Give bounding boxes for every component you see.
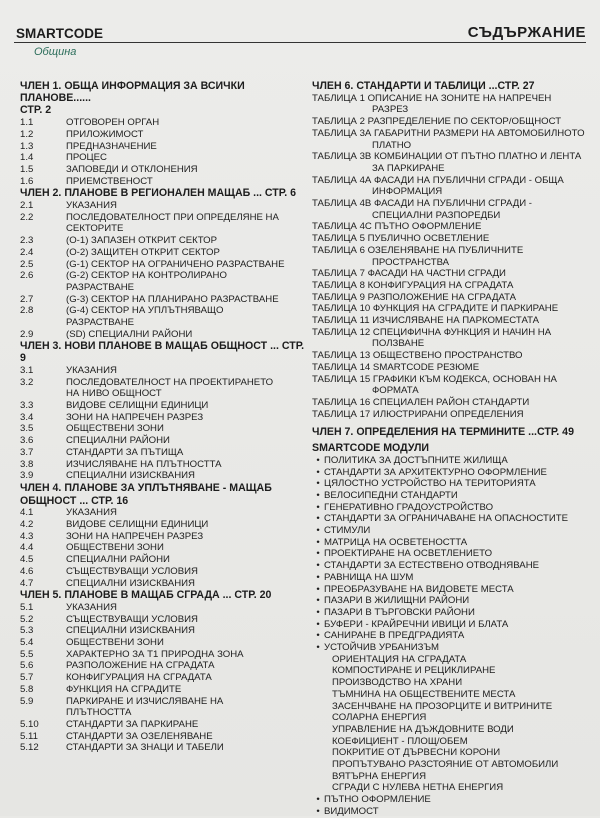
toc-item-title: ПОСЛЕДОВАТЕЛНОСТ ПРИ ОПРЕДЕЛЯНЕ НА	[66, 211, 279, 223]
toc-item	[20, 200, 307, 212]
toc-item-title: (G-4) СЕКТОР НА УПЛЪТНЯВАЩО	[66, 305, 224, 317]
table-entry-continuation: РАЗРЕЗ	[372, 104, 409, 116]
module-title: САНИРАНЕ В ПРЕДГРАДИЯТА	[324, 630, 465, 642]
toc-item-number: 5.5	[20, 648, 34, 660]
toc-item-title: (G-3) СЕКТОР НА ПЛАНИРАНО РАЗРАСТВАНЕ	[66, 293, 279, 305]
chapter-heading: ЧЛЕН 3. НОВИ ПЛАНОВЕ В МАЩАБ ОБЩНОСТ ... СТР. 9	[20, 340, 305, 365]
toc-item	[20, 637, 307, 649]
bullet-icon: •	[316, 513, 320, 525]
toc-item	[20, 423, 307, 435]
module-title: СТАНДАРТИ ЗА АРХИТЕКТУРНО ОФОРМЛЕНИЕ	[324, 466, 547, 478]
toc-item-number: 1.1	[20, 117, 34, 129]
toc-item	[20, 270, 307, 282]
module-subitem: ЗАСЕНЧВАНЕ НА ПРОЗОРЦИТЕ И ВИТРИНИТЕ	[332, 700, 553, 712]
toc-item-number: 1.6	[20, 175, 34, 187]
toc-item	[20, 152, 307, 164]
toc-item	[20, 566, 307, 578]
toc-item-continuation: РАЗРАСТВАНЕ	[66, 317, 135, 329]
table-entry: ТАБЛИЦА 5 ПУБЛИЧНО ОСВЕТЛЕНИЕ	[312, 233, 490, 245]
toc-item-title: ОБЩЕСТВЕНИ ЗОНИ	[66, 637, 164, 649]
toc-item	[20, 625, 307, 637]
toc-item-title: СТАНДАРТИ ЗА ЗНАЦИ И ТАБЕЛИ	[66, 742, 224, 754]
table-entry: ТАБЛИЦА 8 КОНФИГУРАЦИЯ НА СГРАДАТА	[312, 279, 514, 291]
toc-item-title: СТАНДАРТИ ЗА ОЗЕЛЕНЯВАНЕ	[66, 730, 213, 742]
toc-item-title: ВИДОВЕ СЕЛИЩНИ ЕДИНИЦИ	[66, 399, 209, 411]
toc-left-column	[20, 80, 307, 754]
bullet-icon: •	[316, 548, 320, 560]
module-subitem: УПРАВЛЕНИЕ НА ДЪЖДОВНИТЕ ВОДИ	[332, 723, 514, 735]
toc-item-title: СПЕЦИАЛНИ ИЗИСКВАНИЯ	[66, 577, 195, 589]
chapter-heading: ЧЛЕН 6. СТАНДАРТИ И ТАБЛИЦИ ...СТР. 27	[312, 80, 535, 92]
module-subitem: КОЕФИЦИЕНТ - ПЛОЩ/ОБЕМ	[332, 735, 468, 747]
header-rule	[14, 42, 586, 43]
module-title: УСТОЙЧИВ УРБАНИЗЪМ	[324, 642, 440, 654]
toc-item-title: ХАРАКТЕРНО ЗА Т1 ПРИРОДНА ЗОНА	[66, 648, 244, 660]
toc-item	[20, 554, 307, 566]
toc-item-number: 2.4	[20, 246, 34, 258]
toc-item-title: ПОСЛЕДОВАТЕЛНОСТ НА ПРОЕКТИРАНЕТО	[66, 376, 274, 388]
module-title: ВЕЛОСИПЕДНИ СТАНДАРТИ	[324, 489, 458, 501]
toc-item-title: ПРИЛОЖИМОСТ	[66, 128, 144, 140]
bullet-icon: •	[316, 618, 320, 630]
toc-item	[20, 365, 307, 377]
table-entry-continuation: ФОРМАТА	[372, 385, 419, 397]
module-title: СТАНДАРТИ ЗА ОГРАНИЧАВАНЕ НА ОПАСНОСТИТЕ	[324, 513, 569, 525]
module-subitem: КОМПОСТИРАНЕ И РЕЦИКЛИРАНЕ	[332, 665, 496, 677]
module-bullet	[312, 467, 590, 479]
module-bullet	[312, 502, 590, 514]
module-bullet	[312, 513, 590, 525]
toc-item-number: 3.6	[20, 435, 34, 447]
module-bullet	[312, 478, 590, 490]
toc-item-title: СПЕЦИАЛНИ ИЗИСКВАНИЯ	[66, 625, 195, 637]
table-entry: ТАБЛИЦА 4В ФАСАДИ НА ПУБЛИЧНИ СГРАДИ -	[312, 198, 532, 210]
bullet-icon: •	[316, 630, 320, 642]
toc-item	[20, 259, 307, 271]
toc-item	[20, 660, 307, 672]
toc-item-title: ВИДОВЕ СЕЛИЩНИ ЕДИНИЦИ	[66, 519, 209, 531]
modules-heading: SMARTCODE МОДУЛИ	[312, 442, 430, 455]
toc-item-number: 3.5	[20, 423, 34, 435]
toc-item-number: 5.4	[20, 637, 34, 649]
toc-item	[20, 400, 307, 412]
toc-item-number: 4.1	[20, 507, 34, 519]
brand-title: SMARTCODE	[16, 26, 103, 41]
module-title: ГЕНЕРАТИВНО ГРАДОУСТРОЙСТВО	[324, 501, 494, 513]
toc-item-title: УКАЗАНИЯ	[66, 601, 117, 613]
chapter-page: СТР. 2	[20, 104, 52, 117]
module-bullet	[312, 619, 590, 631]
toc-item-title: ПАРКИРАНЕ И ИЗЧИСЛЯВАНЕ НА	[66, 695, 224, 707]
toc-item-number: 4.4	[20, 542, 34, 554]
toc-item-continuation: РАЗРАСТВАНЕ	[66, 281, 135, 293]
toc-item	[20, 435, 307, 447]
bullet-icon: •	[316, 525, 320, 537]
toc-item-number: 2.1	[20, 200, 34, 212]
table-entry: ТАБЛИЦА 3А ГАБАРИТНИ РАЗМЕРИ НА АВТОМОБИЛНОТО	[312, 127, 585, 139]
module-title: ПЪТНО ОФОРМЛЕНИЕ	[324, 794, 431, 806]
toc-item-number: 4.7	[20, 577, 34, 589]
toc-item	[20, 129, 307, 141]
subtitle: Община	[34, 46, 77, 58]
toc-item	[20, 672, 307, 684]
toc-item-number: 3.4	[20, 411, 34, 423]
toc-item-title: СЪЩЕСТВУВАЩИ УСЛОВИЯ	[66, 613, 198, 625]
chapter-heading: ЧЛЕН 4. ПЛАНОВЕ ЗА УПЛЪТНЯВАНЕ - МАЩАБ	[20, 481, 272, 494]
chapter-heading: ЧЛЕН 7. ОПРЕДЕЛЕНИЯ НА ТЕРМИНИТЕ ...СТР. 49	[312, 426, 574, 439]
module-title: СТАНДАРТИ ЗА ЕСТЕСТВЕНО ОТВОДНЯВАНЕ	[324, 560, 540, 572]
toc-item-number: 3.9	[20, 470, 34, 482]
toc-item-title: СЪЩЕСТВУВАЩИ УСЛОВИЯ	[66, 565, 198, 577]
table-entry-continuation: ПЛАТНО	[372, 139, 412, 151]
toc-item	[20, 614, 307, 626]
toc-item-number: 2.6	[20, 270, 34, 282]
module-bullet	[312, 455, 590, 467]
table-entry: ТАБЛИЦА 4А ФАСАДИ НА ПУБЛИЧНИ СГРАДИ - ОБЩА	[312, 174, 564, 186]
toc-item-title: ЗОНИ НА НАПРЕЧЕН РАЗРЕЗ	[66, 411, 204, 423]
bullet-icon: •	[316, 536, 320, 548]
toc-item-number: 2.8	[20, 305, 34, 317]
toc-item	[20, 247, 307, 259]
chapter-heading: ЧЛЕН 1. ОБЩА ИНФОРМАЦИЯ ЗА ВСИЧКИ ПЛАНОВЕ......	[20, 80, 245, 104]
toc-item-number: 5.2	[20, 613, 34, 625]
table-entry-continuation: ПРОСТРАНСТВА	[372, 256, 450, 268]
toc-item-number: 1.4	[20, 152, 34, 164]
toc-item-title: (O-2) ЗАЩИТЕН ОТКРИТ СЕКТОР	[66, 246, 220, 258]
toc-item-number: 5.7	[20, 672, 34, 684]
bullet-icon: •	[316, 454, 320, 466]
module-title: ПРОЕКТИРАНЕ НА ОСВЕТЛЕНИЕТО	[324, 548, 493, 560]
toc-item-title: УКАЗАНИЯ	[66, 364, 117, 376]
toc-item	[20, 212, 307, 224]
table-entry-continuation: ЗА ПАРКИРАНЕ	[372, 162, 445, 174]
bullet-icon: •	[316, 466, 320, 478]
toc-item	[20, 507, 307, 519]
module-title: ПАЗАРИ В ЖИЛИЩНИ РАЙОНИ	[324, 595, 470, 607]
toc-item	[20, 519, 307, 531]
toc-item-title: ПРЕДНАЗНАЧЕНИЕ	[66, 140, 157, 152]
bullet-icon: •	[316, 794, 320, 806]
table-entry: ТАБЛИЦА 14 SMARTCODE РЕЗЮМЕ	[312, 361, 480, 373]
table-entry-continuation: ИНФОРМАЦИЯ	[372, 186, 443, 198]
toc-item	[20, 117, 307, 129]
table-entry: ТАБЛИЦА 16 СПЕЦИАЛЕН РАЙОН СТАНДАРТИ	[312, 396, 530, 408]
module-subitem: ТЪМНИНА НА ОБЩЕСТВЕНИТЕ МЕСТА	[332, 688, 516, 700]
toc-item-title: ИЗЧИСЛЯВАНЕ НА ПЛЪТНОСТТА	[66, 458, 222, 470]
bullet-icon: •	[316, 560, 320, 572]
toc-item	[20, 649, 307, 661]
bullet-icon: •	[316, 571, 320, 583]
toc-item-title: ФУНКЦИЯ НА СГРАДИТЕ	[66, 683, 182, 695]
chapter-heading: ЧЛЕН 2. ПЛАНОВЕ В РЕГИОНАЛЕН МАЩАБ ... СТР. 6	[20, 187, 297, 200]
toc-item-continuation: НА НИВО ОБЩНОСТ	[66, 388, 162, 400]
toc-item-title: ЗАПОВЕДИ И ОТКЛОНЕНИЯ	[66, 163, 198, 175]
toc-item-title: СТАНДАРТИ ЗА ПАРКИРАНЕ	[66, 718, 199, 730]
toc-item-number: 4.2	[20, 519, 34, 531]
toc-item-number: 5.3	[20, 625, 34, 637]
toc-item	[20, 377, 307, 389]
toc-item-title: СПЕЦИАЛНИ РАЙОНИ	[66, 554, 170, 566]
toc-item-number: 3.1	[20, 364, 34, 376]
table-entry: ТАБЛИЦА 4С ПЪТНО ОФОРМЛЕНИЕ	[312, 221, 482, 233]
toc-item-number: 5.11	[20, 730, 38, 742]
toc-item-number: 1.2	[20, 128, 34, 140]
toc-item-title: (G-2) СЕКТОР НА КОНТРОЛИРАНО	[66, 270, 227, 282]
table-entry: ТАБЛИЦА 12 СПЕЦИФИЧНА ФУНКЦИЯ И НАЧИН НА	[312, 326, 552, 338]
page-header	[14, 20, 586, 48]
module-subitem: ПОКРИТИЕ ОТ ДЪРВЕСНИ КОРОНИ	[332, 747, 501, 759]
toc-item-number: 5.12	[20, 742, 39, 754]
toc-item-number: 4.5	[20, 554, 34, 566]
chapter-heading: ЧЛЕН 5. ПЛАНОВЕ В МАЩАБ СГРАДА ... СТР. 20	[20, 589, 272, 602]
toc-item-title: СПЕЦИАЛНИ ИЗИСКВАНИЯ	[66, 470, 195, 482]
toc-item-number: 2.5	[20, 258, 34, 270]
bullet-icon: •	[316, 606, 320, 618]
module-subitem: ВЯТЪРНА ЕНЕРГИЯ	[332, 770, 426, 782]
module-title: ВИДИМОСТ	[324, 805, 379, 817]
module-subitem: СОЛАРНА ЕНЕРГИЯ	[332, 712, 427, 724]
module-bullet	[312, 595, 590, 607]
toc-item-number: 1.3	[20, 140, 34, 152]
toc-item	[20, 141, 307, 153]
toc-item-number: 2.3	[20, 235, 34, 247]
toc-item	[20, 305, 307, 317]
module-bullet	[312, 560, 590, 572]
toc-item-number: 1.5	[20, 163, 34, 175]
toc-item-title: (SD) СПЕЦИАЛНИ РАЙОНИ	[66, 328, 193, 340]
table-entry: ТАБЛИЦА 3В КОМБИНАЦИИ ОТ ПЪТНО ПЛАТНО И ЛЕНТА	[312, 151, 582, 163]
toc-item-title: УКАЗАНИЯ	[66, 507, 117, 519]
table-entry: ТАБЛИЦА 9 РАЗПОЛОЖЕНИЕ НА СГРАДАТА	[312, 291, 517, 303]
toc-item	[20, 329, 307, 341]
toc-item-number: 2.9	[20, 328, 34, 340]
table-entry: ТАБЛИЦА 13 ОБЩЕСТВЕНО ПРОСТРАНСТВО	[312, 350, 523, 362]
bullet-icon: •	[316, 805, 320, 817]
toc-item-number: 2.2	[20, 211, 34, 223]
module-title: ПОЛИТИКА ЗА ДОСТЪПНИТЕ ЖИЛИЩА	[324, 454, 508, 466]
table-entry: ТАБЛИЦА 11 ИЗЧИСЛЯВАНЕ НА ПАРКОМЕСТАТА	[312, 315, 540, 327]
toc-item-number: 4.6	[20, 565, 34, 577]
bullet-icon: •	[316, 501, 320, 513]
table-entry-continuation: ПОЛЗВАНЕ	[372, 338, 425, 350]
module-bullet	[312, 537, 590, 549]
toc-item-title: (G-1) СЕКТОР НА ОГРАНИЧЕНО РАЗРАСТВАНЕ	[66, 258, 285, 270]
toc-item-title: ЗОНИ НА НАПРЕЧЕН РАЗРЕЗ	[66, 530, 204, 542]
toc-item	[20, 578, 307, 590]
toc-item-title: ОБЩЕСТВЕНИ ЗОНИ	[66, 542, 164, 554]
module-bullet	[312, 630, 590, 642]
toc-item-title: УКАЗАНИЯ	[66, 200, 117, 212]
module-bullet	[312, 572, 590, 584]
table-entry: ТАБЛИЦА 2 РАЗПРЕДЕЛЕНИЕ ПО СЕКТОР/ОБЩНОСТ	[312, 116, 562, 128]
module-title: РАВНИЩА НА ШУМ	[324, 571, 414, 583]
toc-item	[20, 542, 307, 554]
module-bullet	[312, 584, 590, 596]
toc-item-title: ОТГОВОРЕН ОРГАН	[66, 117, 160, 129]
module-subitem: ПРОИЗВОДСТВО НА ХРАНИ	[332, 677, 463, 689]
module-bullet	[312, 642, 590, 654]
module-bullet	[312, 607, 590, 619]
toc-item	[20, 696, 307, 708]
toc-item-number: 3.3	[20, 399, 34, 411]
table-entry: ТАБЛИЦА 10 ФУНКЦИЯ НА СГРАДИТЕ И ПАРКИРАНЕ	[312, 303, 559, 315]
toc-item	[20, 294, 307, 306]
toc-item-number: 5.1	[20, 601, 34, 613]
module-title: СТИМУЛИ	[324, 525, 371, 537]
toc-item-title: РАЗПОЛОЖЕНИЕ НА СГРАДАТА	[66, 660, 215, 672]
toc-item	[20, 684, 307, 696]
module-title: ЦЯЛОСТНО УСТРОЙСТВО НА ТЕРИТОРИЯТА	[324, 478, 536, 490]
module-subitem: ОРИЕНТАЦИЯ НА СГРАДАТА	[332, 653, 467, 665]
toc-item	[20, 602, 307, 614]
chapter-heading-cont: ОБЩНОСТ ... СТР. 16	[20, 494, 129, 507]
module-bullet	[312, 490, 590, 502]
table-entry: ТАБЛИЦА 1 ОПИСАНИЕ НА ЗОНИТЕ НА НАПРЕЧЕН	[312, 92, 552, 104]
table-entry: ТАБЛИЦА 6 ОЗЕЛЕНЯВАНЕ НА ПУБЛИЧНИТЕ	[312, 244, 524, 256]
toc-item-title: ПРИЕМСТВЕНОСТ	[66, 175, 153, 187]
toc-item	[20, 531, 307, 543]
toc-item	[20, 719, 307, 731]
toc-item-number: 5.10	[20, 718, 39, 730]
module-title: МАТРИЦА НА ОСВЕТЕНОСТТА	[324, 536, 468, 548]
toc-item-number: 3.2	[20, 376, 34, 388]
module-bullet	[312, 525, 590, 537]
bullet-icon: •	[316, 583, 320, 595]
module-subitem: СГРАДИ С НУЛЕВА НЕТНА ЕНЕРГИЯ	[332, 782, 504, 794]
bullet-icon: •	[316, 489, 320, 501]
bullet-icon: •	[316, 642, 320, 654]
toc-item-number: 5.9	[20, 695, 34, 707]
toc-item-continuation: ПЛЪТНОСТТА	[66, 707, 132, 719]
toc-item	[20, 235, 307, 247]
toc-item-number: 4.3	[20, 530, 34, 542]
toc-item-title: КОНФИГУРАЦИЯ НА СГРАДАТА	[66, 672, 212, 684]
toc-right-column	[312, 80, 590, 818]
toc-item-number: 3.8	[20, 458, 34, 470]
toc-item-number: 5.8	[20, 683, 34, 695]
toc-item-title: ПРОЦЕС	[66, 152, 107, 164]
module-bullet	[312, 548, 590, 560]
table-entry: ТАБЛИЦА 17 ИЛЮСТРИРАНИ ОПРЕДЕЛЕНИЯ	[312, 408, 524, 420]
bullet-icon: •	[316, 595, 320, 607]
toc-item-title: (O-1) ЗАПАЗЕН ОТКРИТ СЕКТОР	[66, 235, 218, 247]
module-bullet	[312, 794, 590, 806]
toc-item	[20, 447, 307, 459]
toc-item-continuation: СЕКТОРИТЕ	[66, 223, 124, 235]
module-title: ПАЗАРИ В ТЪРГОВСКИ РАЙОНИ	[324, 606, 475, 618]
toc-item-number: 2.7	[20, 293, 34, 305]
toc-item	[20, 164, 307, 176]
toc-item	[20, 731, 307, 743]
table-entry: ТАБЛИЦА 7 ФАСАДИ НА ЧАСТНИ СГРАДИ	[312, 268, 506, 280]
toc-item	[20, 412, 307, 424]
toc-item-number: 5.6	[20, 660, 34, 672]
toc-item-number: 3.7	[20, 446, 34, 458]
table-entry-continuation: СПЕЦИАЛНИ РАЗПОРЕДБИ	[372, 209, 501, 221]
toc-item-title: СТАНДАРТИ ЗА ПЪТИЩА	[66, 446, 184, 458]
module-title: ПРЕОБРАЗУВАНЕ НА ВИДОВЕТЕ МЕСТА	[324, 583, 514, 595]
module-title: БУФЕРИ - КРАЙРЕЧНИ ИВИЦИ И БЛАТА	[324, 618, 509, 630]
toc-item	[20, 470, 307, 482]
section-title: СЪДЪРЖАНИЕ	[467, 24, 586, 41]
table-entry: ТАБЛИЦА 15 ГРАФИКИ КЪМ КОДЕКСА, ОСНОВАН НА	[312, 373, 557, 385]
toc-item	[20, 459, 307, 471]
module-subitem: ПРОПЪТУВАНО РАЗСТОЯНИЕ ОТ АВТОМОБИЛИ	[332, 759, 559, 771]
toc-item-title: СПЕЦИАЛНИ РАЙОНИ	[66, 435, 170, 447]
bullet-icon: •	[316, 478, 320, 490]
toc-item	[20, 742, 307, 754]
toc-item-title: ОБЩЕСТВЕНИ ЗОНИ	[66, 423, 164, 435]
toc-item	[20, 176, 307, 188]
